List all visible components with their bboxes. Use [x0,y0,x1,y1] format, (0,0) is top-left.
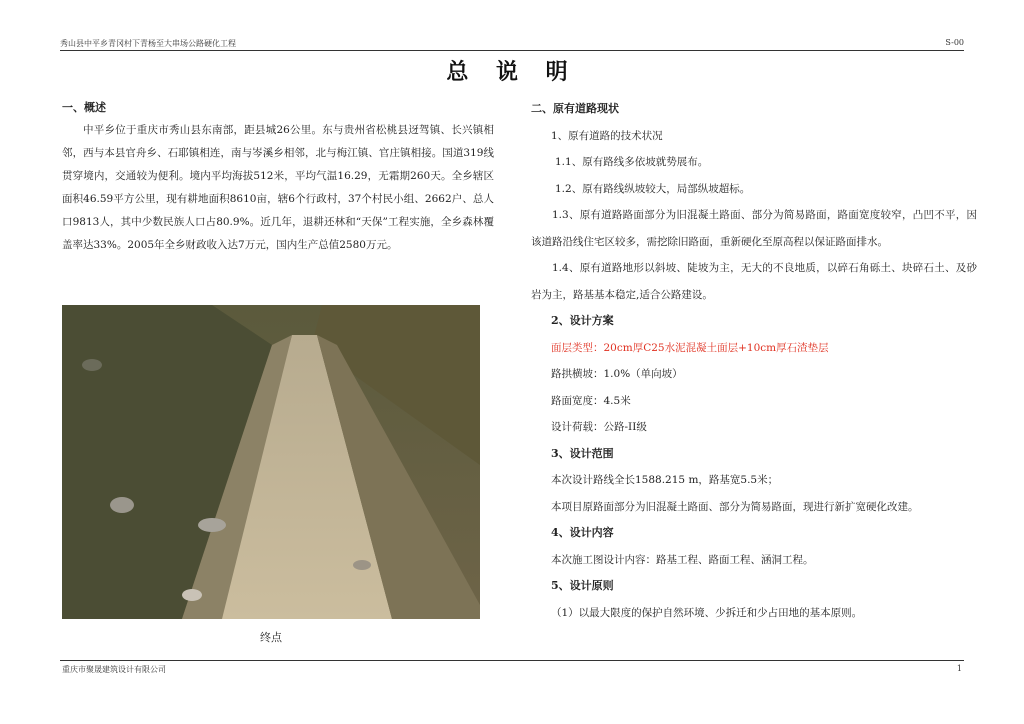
header-project-name: 秀山县中平乡青冈村下青杨至大串场公路硬化工程 [60,39,236,48]
footer-company: 重庆市聚晟建筑设计有限公司 [62,665,166,674]
design-load: 设计荷载：公路-II级 [551,421,647,433]
overview-heading: 一、概述 [62,101,106,114]
design-plan-heading: 2、设计方案 [551,314,614,327]
road-photo-image [62,305,480,619]
overview-paragraph: 中平乡位于重庆市秀山县东南部，距县城26公里。东与贵州省松桃县迓驾镇、长兴镇相邻，西与本县官舟乡、石耶镇相连，南与岑溪乡相邻，北与梅江镇、官庄镇相接。国道319线贯穿境内，交通较为便利。境内平均海拔512米，平均气温16.29，无霜期260天。全乡辖区面积46.59平方公里，现有耕地面积8610亩，辖6个行政村，37个村民小组、2662户、总人口9813人，其中少数民族人口占80.9%。近几年，退耕还林和“天保”工程实施，全乡森林覆盖率达33%。2005年全乡财政收入达7万元，国内生产总值2580万元。 [62,124,494,251]
crown-slope: 路拱横坡：1.0%（单向坡） [551,368,683,380]
status-item: 1.2、原有路线纵坡较大，局部纵坡超标。 [555,182,751,195]
design-content-heading: 4、设计内容 [551,526,614,539]
design-principle-heading: 5、设计原则 [551,579,614,592]
road-photo [62,305,480,619]
page-title: 总 说 明 [446,59,578,85]
design-content-line: 本次施工图设计内容：路基工程、路面工程、涵洞工程。 [551,553,814,566]
status-item: 1.1、原有路线多依坡就势展布。 [555,156,709,168]
current-road-section [531,96,977,626]
status-item: 1.3、原有道路路面部分为旧混凝土路面、部分为简易路面，路面宽度较窄，凸凹不平，因该道路沿线住宅区较多，需挖除旧路面，重新硬化至原高程以保证路面排水。 [531,209,977,248]
status-item: 1.4、原有道路地形以斜坡、陡坡为主，无大的不良地质，以碎石角砾土、块碎石土、及砂岩为主，路基基本稳定,适合公路建设。 [531,262,977,301]
road-width: 路面宽度：4.5米 [551,394,631,407]
photo-caption: 终点 [260,631,282,644]
technical-status-heading: 1、原有道路的技术状况 [551,129,663,142]
header-rule [60,50,964,51]
design-principle-line: （1）以最大限度的保护自然环境、少拆迁和少占田地的基本原则。 [551,606,863,619]
design-scope-line: 本次设计路线全长1588.215 m，路基宽5.5米； [551,474,779,486]
current-road-heading: 二、原有道路现状 [531,102,619,115]
overview-section [62,96,494,257]
footer-page-number: 1 [956,664,962,673]
pavement-type: 面层类型：20cm厚C25水泥混凝土面层+10cm厚石渣垫层 [551,341,829,354]
footer-rule [60,660,964,661]
design-scope-heading: 3、设计范围 [551,446,614,460]
header-sheet-number: S-00 [945,38,964,47]
design-scope-line: 本项目原路面部分为旧混凝土路面、部分为简易路面，现进行新扩宽硬化改建。 [551,500,919,513]
